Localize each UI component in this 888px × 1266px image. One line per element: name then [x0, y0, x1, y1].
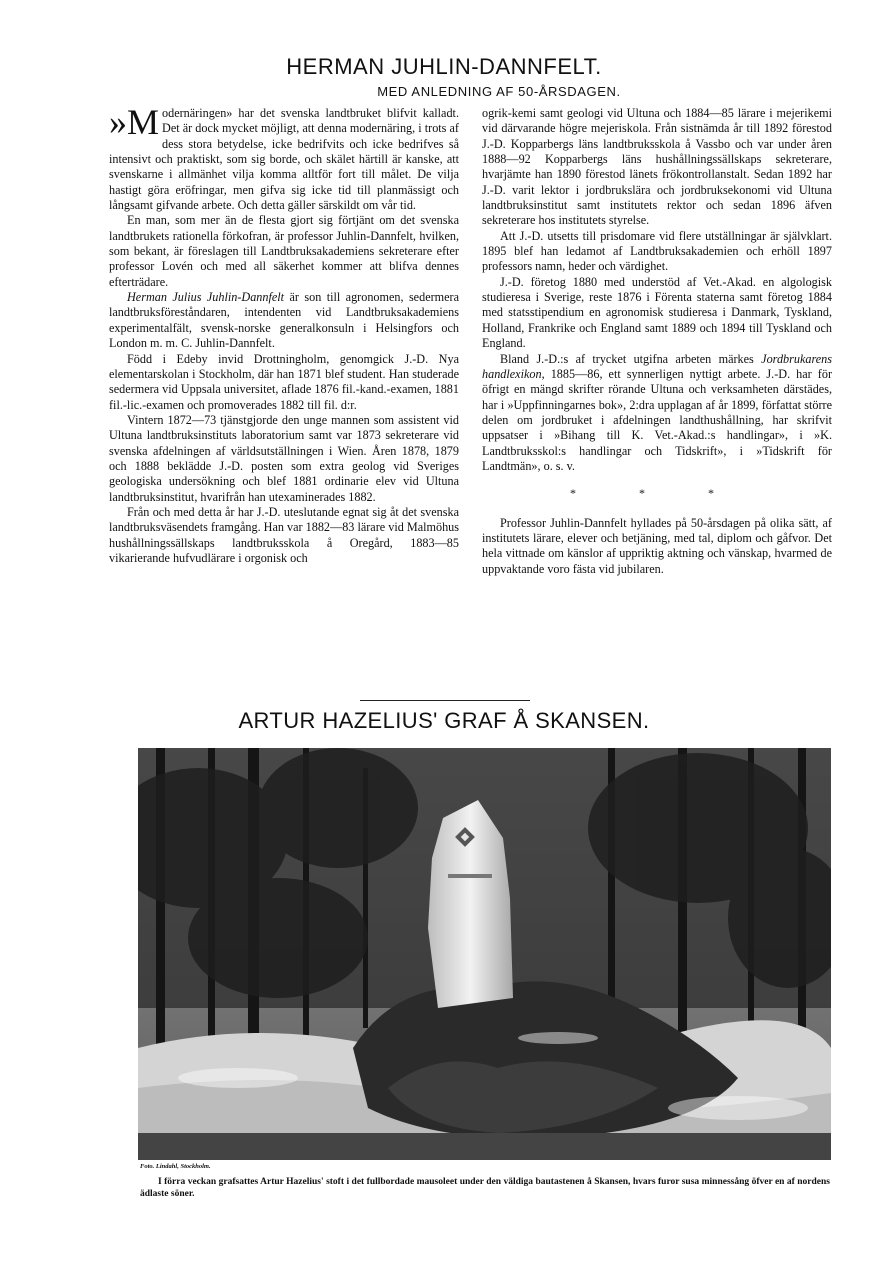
paragraph-10: Bland J.-D.:s af trycket utgifna arbeten märkes Jordbrukarens handlexikon, 1885—86, ett synnerligen nyttigt arbete. J.-D. har för öfrigt en mängd skrifter rörande Ultuna och verksamheten därstädes, har i »Uppfinningarnes bok», 2:dra upplagan af år 1899, författat större delen om jordbruket i afdelningen landthushållning, har skrifvit uppsatser i »Bihang till K. Vet.-Akad.:s handlingar», i »K. Landtbruksskol:s handlingar och Tidskrift», i »Tidskrift för Landtmän», o. s. v.	[482, 351, 833, 473]
photo-illustration	[138, 748, 831, 1160]
grave-photo	[138, 748, 831, 1160]
paragraph-2: En man, som mer än de flesta gjort sig förtjänt om det svenska landtbrukets rationella förkofran, är professor Juhlin-Dannfelt, hvilken, som bekant, är föreslagen till Landtbruksakademiens sekreterare efter professor Lovén och med all säkerhet kommer att blifva dennes efterträdare.	[109, 213, 459, 289]
paragraph-6: Från och med detta år har J.-D. uteslutande egnat sig åt det svenska landtbruksväsendets framgång. Han var 1882—83 lärare vid Malmöhus hushållningssällskaps landtbruksskola å Oregård, 1883—85 vikarierande hufvudlärare i orgonisk och	[109, 504, 459, 565]
article-2-title: ARTUR HAZELIUS' GRAF Å SKANSEN.	[238, 708, 650, 733]
paragraph-1: »M odernäringen» har det svenska landtbruket blifvit kalladt. Det är dock mycket möjligt, att denna modernäring, i trots af dess stora betydelse, icke bedrifvits och icke bedrifves så intensivt och praktiskt, som sig borde, och skälet härtill är kanske, att svenskarne i allmänhet vilja komma alltför fort till målet. De vilja hastigt göra eröfringar, men gifva sig icke tid till planmässigt och långsamt gifvande arbete. Och detta gäller särskildt om vår tid.	[109, 102, 459, 213]
paragraph-7: ogrik-kemi samt geologi vid Ultuna och 1884—85 lärare i mejerikemi vid därvarande högre mejeriskola. Från sistnämda år till 1892 förestod J.-D. Kopparbergs läns landtbruksskola å Vassbo och var under åren 1888—92 Kopparbergs läns hushållningssällskaps sekreterare, hvarjämte han 1890 förestod länets frökontrollanstalt. Sedan 1892 har J.-D. varit lektor i jordbrukslära och jordbruksekonomi vid Ultuna landtbruksinstitut samt institutets rektor och sedan 1896 äfven sekreterare hos institutets styrelse.	[482, 106, 832, 228]
right-column	[482, 106, 832, 577]
paragraph-8: Att J.-D. utsetts till prisdomare vid flere utställningar är självklart. 1895 blef han ledamot af Landtbruksakademien och erhöll 1897 professors namn, heder och värdighet.	[482, 228, 832, 274]
book-title: Jordbrukarens handlexikon,	[482, 351, 833, 381]
photo-credit: Foto. Lindahl, Stockholm.	[140, 1163, 211, 1170]
article-title: HERMAN JUHLIN-DANNFELT.	[286, 54, 602, 79]
paragraph-3: Herman Julius Juhlin-Dannfelt är son till agronomen, sedermera landtbruksföreståndaren, intendenten vid Landtbruksakademiens experimentalfält, svensk-norske generalkonsuln i Helsingfors och London m. m. C. Juhlin-Dannfelt.	[109, 290, 460, 351]
article-subtitle: MED ANLEDNING AF 50-ÅRSDAGEN.	[377, 84, 621, 99]
paragraph-4: Född i Edeby invid Drottningholm, genomgick J.-D. Nya elementarskolan i Stockholm, där han 1871 blef student. Han studerade sedermera vid Uppsala universitet, aflade 1876 fil.-kand.-examen, 1881 fil.-lic.-examen och promoverades 1882 till fil. d:r.	[109, 351, 459, 412]
section-divider	[360, 700, 530, 701]
left-column	[109, 102, 460, 566]
section-stars: * * *	[570, 486, 744, 501]
paragraph-closing: Professor Juhlin-Dannfelt hyllades på 50-årsdagen på olika sätt, af institutets lärare, elever och betjäning, med tal, diplom och gåfvor. Det hela vittnade om känslor af uppriktig aktning och vänskap, hvarmed de uppvaktande voro fästa vid jubilaren.	[482, 515, 832, 576]
paragraph-5: Vintern 1872—73 tjänstgjorde den unge mannen som assistent vid Ultuna landtbruksinstituts laboratorium samt var 1873 sekreterare vid svenska afdelningen af världsutställningen i Wien. Åren 1878, 1879 och 1888 beklädde J.-D. posten som extra geolog vid Sveriges geologiska undersökning och blef 1881 ordinarie elev vid Ultuna landtbruksinstitut, hvarifrån han utexaminerades 1882.	[109, 412, 459, 504]
subject-name: Herman Julius Juhlin-Dannfelt	[127, 290, 285, 305]
drop-cap: »M	[109, 102, 160, 142]
photo-caption: I förra veckan grafsattes Artur Hazelius' stoft i det fullbordade mausoleet under den väldiga bautastenen å Skansen, hvars furor susa minnessång öfver en af nordens ädlaste söner.	[140, 1177, 830, 1199]
paragraph-9: J.-D. företog 1880 med understöd af Vet.-Akad. en algologisk studieresa i Sverige, reste 1876 i Förenta staterna samt företog 1884 med statsstipendium en agronomisk studieresa i Danmark, Tyskland, Holland, Frankrike och England samt 1889 och 1894 till Tyskland och England.	[482, 274, 832, 351]
